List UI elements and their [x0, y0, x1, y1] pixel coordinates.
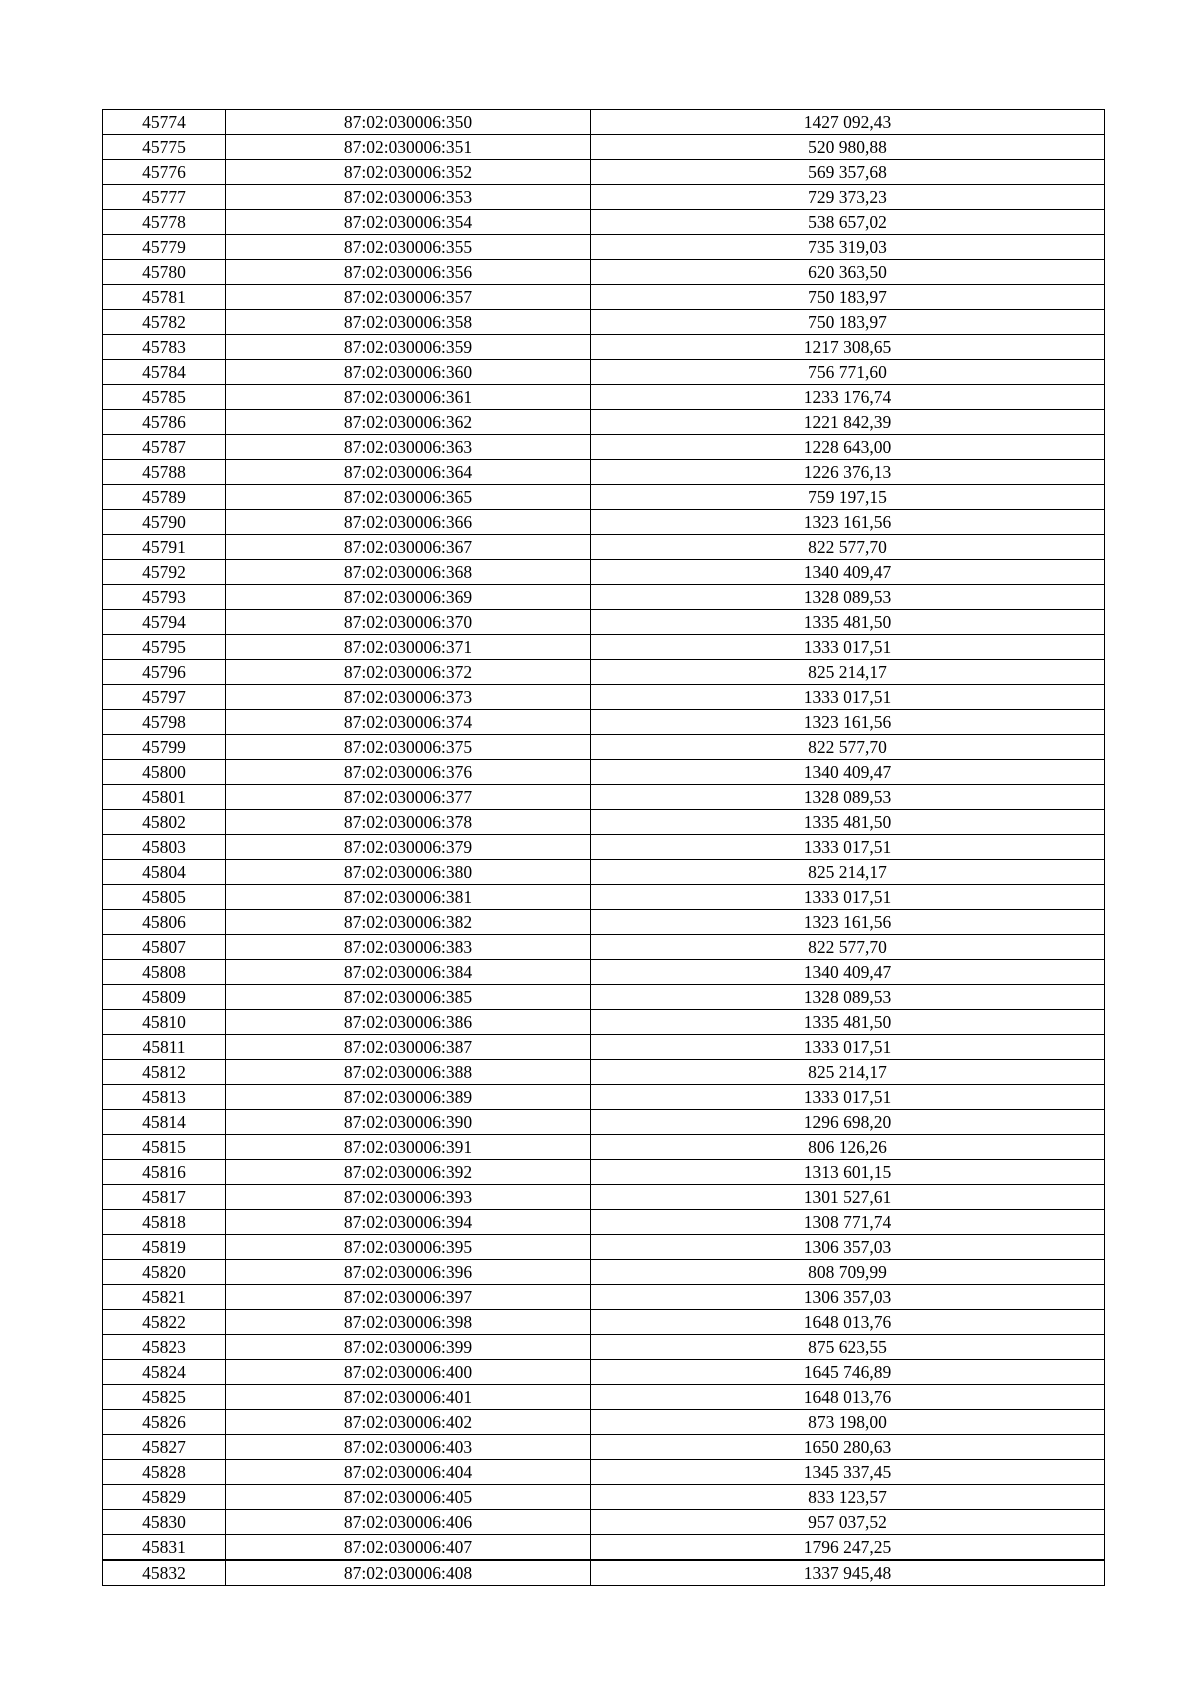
row-number-cell: 45814 — [103, 1110, 226, 1135]
row-number-cell: 45822 — [103, 1310, 226, 1335]
cadastral-number-cell: 87:02:030006:365 — [226, 485, 591, 510]
row-number-cell: 45789 — [103, 485, 226, 510]
table-row — [103, 485, 1105, 510]
row-number-cell: 45823 — [103, 1335, 226, 1360]
row-number-cell: 45778 — [103, 210, 226, 235]
row-number-cell: 45828 — [103, 1460, 226, 1485]
row-number-cell: 45785 — [103, 385, 226, 410]
cadastral-number-cell: 87:02:030006:390 — [226, 1110, 591, 1135]
cadastral-value-cell: 1308 771,74 — [591, 1210, 1105, 1235]
table-row — [103, 1035, 1105, 1060]
table-row — [103, 1535, 1105, 1561]
table-row — [103, 585, 1105, 610]
row-number-cell: 45793 — [103, 585, 226, 610]
cadastral-value-cell: 825 214,17 — [591, 860, 1105, 885]
cadastral-value-cell: 759 197,15 — [591, 485, 1105, 510]
row-number-cell: 45787 — [103, 435, 226, 460]
table-row — [103, 310, 1105, 335]
cadastral-number-cell: 87:02:030006:363 — [226, 435, 591, 460]
cadastral-number-cell: 87:02:030006:388 — [226, 1060, 591, 1085]
table-row — [103, 385, 1105, 410]
table-row — [103, 1485, 1105, 1510]
row-number-cell: 45812 — [103, 1060, 226, 1085]
row-number-cell: 45788 — [103, 460, 226, 485]
row-number-cell: 45783 — [103, 335, 226, 360]
table-row — [103, 1010, 1105, 1035]
cadastral-value-cell: 822 577,70 — [591, 935, 1105, 960]
table-row — [103, 610, 1105, 635]
cadastral-number-cell: 87:02:030006:379 — [226, 835, 591, 860]
table-row — [103, 710, 1105, 735]
table-row — [103, 160, 1105, 185]
cadastral-value-cell: 1306 357,03 — [591, 1285, 1105, 1310]
cadastral-number-cell: 87:02:030006:355 — [226, 235, 591, 260]
cadastral-number-cell: 87:02:030006:385 — [226, 985, 591, 1010]
cadastral-number-cell: 87:02:030006:351 — [226, 135, 591, 160]
cadastral-value-cell: 822 577,70 — [591, 535, 1105, 560]
table-body — [103, 110, 1105, 1586]
row-number-cell: 45799 — [103, 735, 226, 760]
cadastral-number-cell: 87:02:030006:371 — [226, 635, 591, 660]
cadastral-value-cell: 756 771,60 — [591, 360, 1105, 385]
table-row — [103, 1085, 1105, 1110]
row-number-cell: 45821 — [103, 1285, 226, 1310]
table-row — [103, 960, 1105, 985]
cadastral-value-cell: 1323 161,56 — [591, 510, 1105, 535]
table-row — [103, 510, 1105, 535]
row-number-cell: 45809 — [103, 985, 226, 1010]
table-row — [103, 835, 1105, 860]
cadastral-value-cell: 822 577,70 — [591, 735, 1105, 760]
row-number-cell: 45794 — [103, 610, 226, 635]
table-row — [103, 535, 1105, 560]
cadastral-number-cell: 87:02:030006:406 — [226, 1510, 591, 1535]
cadastral-number-cell: 87:02:030006:386 — [226, 1010, 591, 1035]
cadastral-number-cell: 87:02:030006:375 — [226, 735, 591, 760]
cadastral-number-cell: 87:02:030006:372 — [226, 660, 591, 685]
row-number-cell: 45811 — [103, 1035, 226, 1060]
table-row — [103, 685, 1105, 710]
row-number-cell: 45810 — [103, 1010, 226, 1035]
cadastral-number-cell: 87:02:030006:387 — [226, 1035, 591, 1060]
table-row — [103, 760, 1105, 785]
cadastral-value-cell: 1228 643,00 — [591, 435, 1105, 460]
cadastral-value-cell: 1333 017,51 — [591, 885, 1105, 910]
cadastral-number-cell: 87:02:030006:368 — [226, 560, 591, 585]
cadastral-value-cell: 825 214,17 — [591, 660, 1105, 685]
cadastral-value-cell: 1427 092,43 — [591, 110, 1105, 135]
cadastral-value-cell: 1333 017,51 — [591, 1035, 1105, 1060]
row-number-cell: 45824 — [103, 1360, 226, 1385]
row-number-cell: 45784 — [103, 360, 226, 385]
row-number-cell: 45781 — [103, 285, 226, 310]
row-number-cell: 45826 — [103, 1410, 226, 1435]
row-number-cell: 45801 — [103, 785, 226, 810]
cadastral-value-cell: 750 183,97 — [591, 310, 1105, 335]
cadastral-number-cell: 87:02:030006:354 — [226, 210, 591, 235]
table-row — [103, 1410, 1105, 1435]
cadastral-number-cell: 87:02:030006:403 — [226, 1435, 591, 1460]
cadastral-number-cell: 87:02:030006:397 — [226, 1285, 591, 1310]
cadastral-value-cell: 1333 017,51 — [591, 685, 1105, 710]
cadastral-number-cell: 87:02:030006:392 — [226, 1160, 591, 1185]
table-row — [103, 460, 1105, 485]
row-number-cell: 45798 — [103, 710, 226, 735]
cadastral-number-cell: 87:02:030006:408 — [226, 1560, 591, 1586]
table-row — [103, 135, 1105, 160]
cadastral-value-cell: 729 373,23 — [591, 185, 1105, 210]
cadastral-value-cell: 735 319,03 — [591, 235, 1105, 260]
table-row — [103, 1285, 1105, 1310]
cadastral-number-cell: 87:02:030006:395 — [226, 1235, 591, 1260]
table-row — [103, 435, 1105, 460]
cadastral-value-table — [102, 109, 1105, 1586]
table-row — [103, 635, 1105, 660]
row-number-cell: 45800 — [103, 760, 226, 785]
row-number-cell: 45802 — [103, 810, 226, 835]
cadastral-number-cell: 87:02:030006:389 — [226, 1085, 591, 1110]
row-number-cell: 45776 — [103, 160, 226, 185]
table-row — [103, 360, 1105, 385]
cadastral-value-cell: 1221 842,39 — [591, 410, 1105, 435]
table-row — [103, 1185, 1105, 1210]
row-number-cell: 45804 — [103, 860, 226, 885]
row-number-cell: 45777 — [103, 185, 226, 210]
row-number-cell: 45818 — [103, 1210, 226, 1235]
table-row — [103, 1435, 1105, 1460]
cadastral-value-cell: 1328 089,53 — [591, 785, 1105, 810]
cadastral-number-cell: 87:02:030006:378 — [226, 810, 591, 835]
cadastral-value-cell: 538 657,02 — [591, 210, 1105, 235]
cadastral-number-cell: 87:02:030006:361 — [226, 385, 591, 410]
cadastral-value-cell: 1313 601,15 — [591, 1160, 1105, 1185]
cadastral-value-cell: 520 980,88 — [591, 135, 1105, 160]
row-number-cell: 45795 — [103, 635, 226, 660]
table-row — [103, 260, 1105, 285]
table-row — [103, 785, 1105, 810]
cadastral-number-cell: 87:02:030006:380 — [226, 860, 591, 885]
cadastral-number-cell: 87:02:030006:381 — [226, 885, 591, 910]
table-row — [103, 935, 1105, 960]
cadastral-value-cell: 569 357,68 — [591, 160, 1105, 185]
row-number-cell: 45805 — [103, 885, 226, 910]
row-number-cell: 45791 — [103, 535, 226, 560]
cadastral-number-cell: 87:02:030006:401 — [226, 1385, 591, 1410]
table-row — [103, 335, 1105, 360]
cadastral-value-cell: 1233 176,74 — [591, 385, 1105, 410]
row-number-cell: 45830 — [103, 1510, 226, 1535]
cadastral-number-cell: 87:02:030006:360 — [226, 360, 591, 385]
cadastral-value-cell: 833 123,57 — [591, 1485, 1105, 1510]
row-number-cell: 45819 — [103, 1235, 226, 1260]
cadastral-value-cell: 957 037,52 — [591, 1510, 1105, 1535]
table-row — [103, 1460, 1105, 1485]
cadastral-value-cell: 1648 013,76 — [591, 1310, 1105, 1335]
table-row — [103, 1210, 1105, 1235]
cadastral-value-cell: 1333 017,51 — [591, 1085, 1105, 1110]
cadastral-number-cell: 87:02:030006:399 — [226, 1335, 591, 1360]
cadastral-value-cell: 750 183,97 — [591, 285, 1105, 310]
row-number-cell: 45779 — [103, 235, 226, 260]
cadastral-value-cell: 1345 337,45 — [591, 1460, 1105, 1485]
table-row — [103, 1235, 1105, 1260]
table-row — [103, 410, 1105, 435]
cadastral-value-cell: 808 709,99 — [591, 1260, 1105, 1285]
cadastral-value-cell: 1796 247,25 — [591, 1535, 1105, 1561]
cadastral-value-cell: 1306 357,03 — [591, 1235, 1105, 1260]
table-row — [103, 1135, 1105, 1160]
cadastral-number-cell: 87:02:030006:356 — [226, 260, 591, 285]
table-row — [103, 735, 1105, 760]
table-row — [103, 910, 1105, 935]
table-row — [103, 660, 1105, 685]
row-number-cell: 45806 — [103, 910, 226, 935]
row-number-cell: 45797 — [103, 685, 226, 710]
cadastral-value-cell: 1301 527,61 — [591, 1185, 1105, 1210]
table-row — [103, 985, 1105, 1010]
row-number-cell: 45790 — [103, 510, 226, 535]
cadastral-number-cell: 87:02:030006:359 — [226, 335, 591, 360]
cadastral-value-cell: 825 214,17 — [591, 1060, 1105, 1085]
cadastral-value-cell: 1648 013,76 — [591, 1385, 1105, 1410]
row-number-cell: 45820 — [103, 1260, 226, 1285]
cadastral-value-cell: 620 363,50 — [591, 260, 1105, 285]
cadastral-value-cell: 1335 481,50 — [591, 1010, 1105, 1035]
cadastral-number-cell: 87:02:030006:400 — [226, 1360, 591, 1385]
cadastral-number-cell: 87:02:030006:377 — [226, 785, 591, 810]
cadastral-number-cell: 87:02:030006:357 — [226, 285, 591, 310]
cadastral-value-cell: 1296 698,20 — [591, 1110, 1105, 1135]
table-row — [103, 810, 1105, 835]
cadastral-number-cell: 87:02:030006:374 — [226, 710, 591, 735]
cadastral-number-cell: 87:02:030006:352 — [226, 160, 591, 185]
table-row — [103, 1110, 1105, 1135]
row-number-cell: 45775 — [103, 135, 226, 160]
table-row — [103, 110, 1105, 135]
cadastral-value-cell: 1328 089,53 — [591, 585, 1105, 610]
row-number-cell: 45782 — [103, 310, 226, 335]
table-row — [103, 210, 1105, 235]
cadastral-number-cell: 87:02:030006:373 — [226, 685, 591, 710]
table-row — [103, 1385, 1105, 1410]
row-number-cell: 45803 — [103, 835, 226, 860]
cadastral-value-cell: 1335 481,50 — [591, 810, 1105, 835]
row-number-cell: 45816 — [103, 1160, 226, 1185]
cadastral-value-cell: 1333 017,51 — [591, 835, 1105, 860]
row-number-cell: 45780 — [103, 260, 226, 285]
cadastral-value-cell: 1226 376,13 — [591, 460, 1105, 485]
row-number-cell: 45786 — [103, 410, 226, 435]
cadastral-number-cell: 87:02:030006:384 — [226, 960, 591, 985]
cadastral-value-cell: 806 126,26 — [591, 1135, 1105, 1160]
row-number-cell: 45817 — [103, 1185, 226, 1210]
cadastral-value-cell: 1333 017,51 — [591, 635, 1105, 660]
row-number-cell: 45825 — [103, 1385, 226, 1410]
cadastral-number-cell: 87:02:030006:396 — [226, 1260, 591, 1285]
table-row — [103, 560, 1105, 585]
cadastral-number-cell: 87:02:030006:376 — [226, 760, 591, 785]
row-number-cell: 45829 — [103, 1485, 226, 1510]
cadastral-number-cell: 87:02:030006:404 — [226, 1460, 591, 1485]
row-number-cell: 45832 — [103, 1560, 226, 1586]
table-row — [103, 860, 1105, 885]
cadastral-number-cell: 87:02:030006:350 — [226, 110, 591, 135]
cadastral-value-cell: 1328 089,53 — [591, 985, 1105, 1010]
cadastral-value-cell: 1650 280,63 — [591, 1435, 1105, 1460]
cadastral-value-cell: 1323 161,56 — [591, 910, 1105, 935]
cadastral-value-cell: 1645 746,89 — [591, 1360, 1105, 1385]
row-number-cell: 45815 — [103, 1135, 226, 1160]
cadastral-value-cell: 1335 481,50 — [591, 610, 1105, 635]
cadastral-number-cell: 87:02:030006:366 — [226, 510, 591, 535]
row-number-cell: 45813 — [103, 1085, 226, 1110]
row-number-cell: 45774 — [103, 110, 226, 135]
cadastral-value-cell: 1340 409,47 — [591, 760, 1105, 785]
cadastral-number-cell: 87:02:030006:405 — [226, 1485, 591, 1510]
cadastral-number-cell: 87:02:030006:358 — [226, 310, 591, 335]
row-number-cell: 45831 — [103, 1535, 226, 1561]
cadastral-number-cell: 87:02:030006:367 — [226, 535, 591, 560]
cadastral-value-cell: 1217 308,65 — [591, 335, 1105, 360]
row-number-cell: 45827 — [103, 1435, 226, 1460]
row-number-cell: 45807 — [103, 935, 226, 960]
row-number-cell: 45792 — [103, 560, 226, 585]
cadastral-value-cell: 873 198,00 — [591, 1410, 1105, 1435]
table-row — [103, 1510, 1105, 1535]
row-number-cell: 45796 — [103, 660, 226, 685]
row-number-cell: 45808 — [103, 960, 226, 985]
table-row — [103, 1360, 1105, 1385]
cadastral-number-cell: 87:02:030006:394 — [226, 1210, 591, 1235]
table-row — [103, 1060, 1105, 1085]
cadastral-number-cell: 87:02:030006:369 — [226, 585, 591, 610]
cadastral-number-cell: 87:02:030006:391 — [226, 1135, 591, 1160]
table-row — [103, 185, 1105, 210]
cadastral-number-cell: 87:02:030006:370 — [226, 610, 591, 635]
cadastral-number-cell: 87:02:030006:362 — [226, 410, 591, 435]
table-row — [103, 285, 1105, 310]
table-row — [103, 885, 1105, 910]
cadastral-value-cell: 1337 945,48 — [591, 1560, 1105, 1586]
cadastral-value-cell: 1340 409,47 — [591, 960, 1105, 985]
cadastral-number-cell: 87:02:030006:402 — [226, 1410, 591, 1435]
table-row — [103, 1160, 1105, 1185]
cadastral-value-cell: 875 623,55 — [591, 1335, 1105, 1360]
table-row — [103, 1335, 1105, 1360]
table-row — [103, 235, 1105, 260]
cadastral-number-cell: 87:02:030006:393 — [226, 1185, 591, 1210]
cadastral-number-cell: 87:02:030006:382 — [226, 910, 591, 935]
cadastral-value-cell: 1323 161,56 — [591, 710, 1105, 735]
document-table-container — [102, 109, 1104, 1586]
table-row — [103, 1310, 1105, 1335]
table-row — [103, 1260, 1105, 1285]
cadastral-number-cell: 87:02:030006:353 — [226, 185, 591, 210]
cadastral-value-cell: 1340 409,47 — [591, 560, 1105, 585]
table-row — [103, 1560, 1105, 1586]
cadastral-number-cell: 87:02:030006:398 — [226, 1310, 591, 1335]
cadastral-number-cell: 87:02:030006:364 — [226, 460, 591, 485]
cadastral-number-cell: 87:02:030006:383 — [226, 935, 591, 960]
cadastral-number-cell: 87:02:030006:407 — [226, 1535, 591, 1561]
